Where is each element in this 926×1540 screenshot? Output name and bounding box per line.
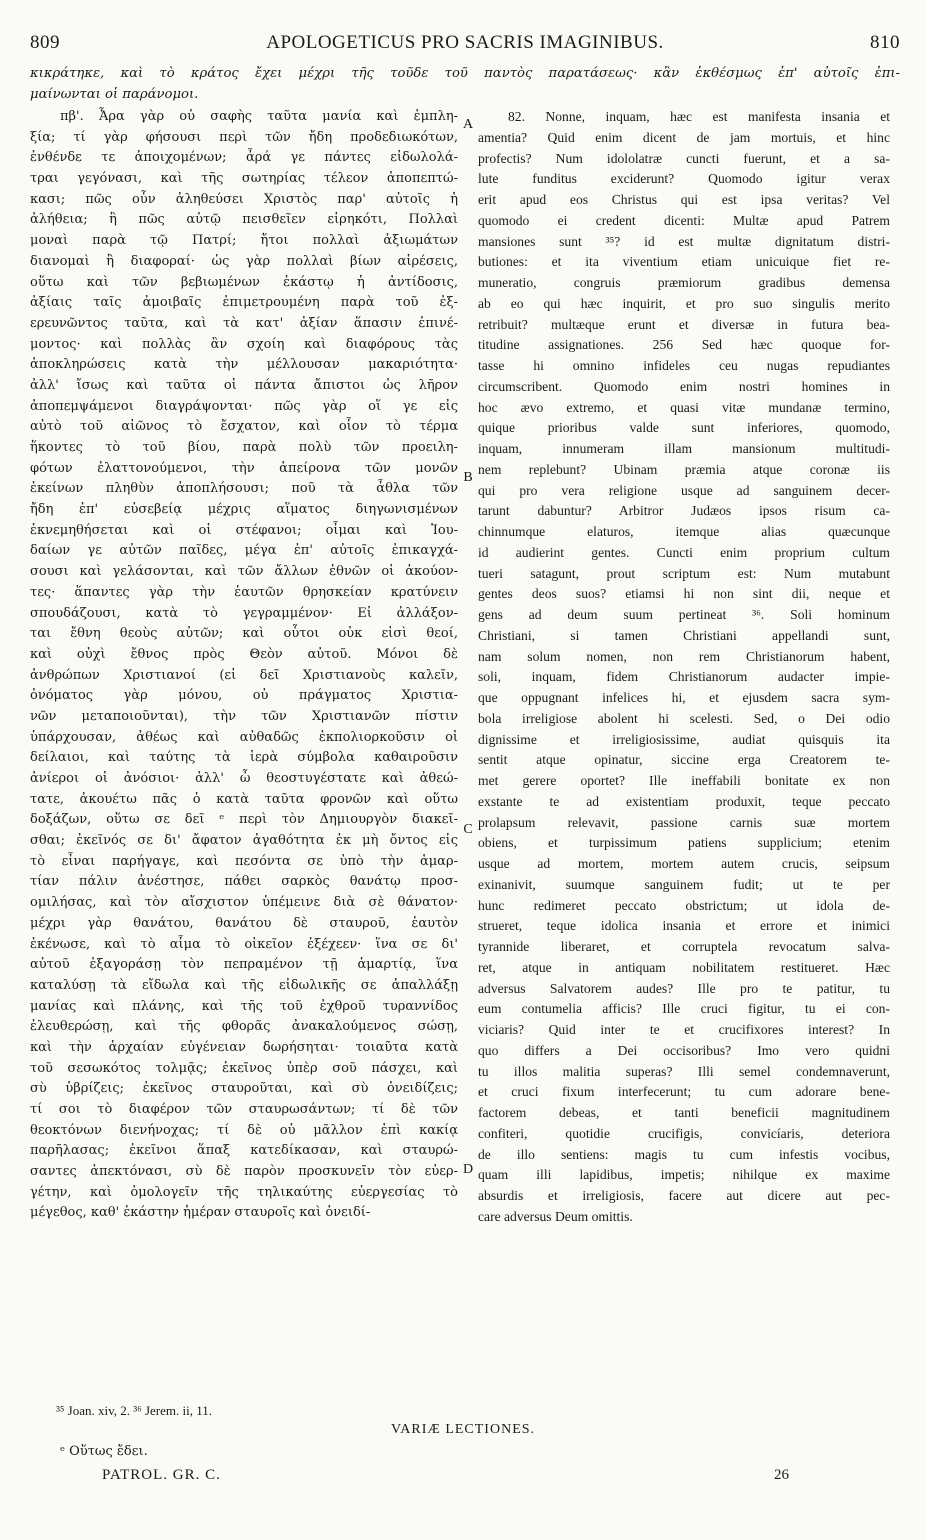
text-line: quique prioribus valde sunt inferiores, quomodo, <box>478 420 890 436</box>
text-line: καὶ οὐχὶ ἔθνος πρὸς Θεὸν αὐτοῦ. Μόνοι δὲ <box>30 646 458 662</box>
text-line: exstante te ad existentiam produxit, teque peccato <box>478 793 890 809</box>
text-line: erit apud eos Christus qui est ipsa veritas? Vel <box>478 192 890 207</box>
text-line: σουσι καὶ γελάσονται, καὶ τῶν ἄλλων ἐθνῶν οἱ ἀκούον- <box>30 564 458 580</box>
text-line: gentes deos suos? etiamsi hi non sint dii, neque et <box>478 586 890 602</box>
text-line: met gerere oportet? Ille ineffabili bonitate ex non <box>478 773 890 788</box>
text-line: usque ad mortem, mortem autem crucis, seipsum <box>478 856 890 871</box>
text-line: μοναὶ παρὰ τῷ Πατρί; ἤτοι πολλαὶ ἀξιωμάτων <box>30 233 458 249</box>
text-line: id audierint gentes. Cuncti enim proprium cultum <box>478 544 890 560</box>
margin-letter-a: A <box>462 117 474 132</box>
text-line: φότων ἐλαττονούμενοι, τὴν ἀπείρονα τῶν μονῶν <box>30 460 458 476</box>
text-line: ἀνίεροι οἱ ἀνόσιοι· ἀλλ' ὦ θεοστυγέστατε καὶ ἀθεώ- <box>30 771 458 786</box>
text-line: δαίων γε αὐτῶν παῖδες, μέγα ἐπ' αὐτοῖς ἐπικαγχά- <box>30 543 458 559</box>
text-line: nem replebunt? Ubinam præmia atque coronæ iis <box>478 461 890 477</box>
text-line: chinnumque elaturos, itemque alias quæcunque <box>478 524 890 539</box>
text-line: αὐτοῦ ἐξαγοράσῃ τὸν πεπραμένον τῇ ἁμαρτίᾳ, ἵνα <box>30 957 458 973</box>
text-line: ἥκοντες τὸ τοῦ βίου, παρὰ πολὺ τῶν προειλη- <box>30 440 458 455</box>
text-line: quo differs a Dei occisoribus? Imo vero quidni <box>478 1042 890 1058</box>
text-line: circumscribent. Quomodo enim nostri homines in <box>478 378 890 394</box>
text-line: retribuit? multæque erunt et diversæ in futura bea- <box>478 316 890 332</box>
text-line: ἀνθρώπων Χριστιανοί (εἰ δεῖ Χριστιανοὺς καλεῖν, <box>30 667 458 683</box>
text-line: πβ'. Ἆρα γὰρ οὐ σαφὴς ταῦτα μανία καὶ ἐμπλη- <box>60 109 458 124</box>
text-line: καταλύσῃ τὰ εἴδωλα καὶ τῆς εἰδωλικῆς σε ἀπαλλάξῃ <box>30 977 458 993</box>
text-line: ἐκείνων πληθὺν ἀποπλήσουσι; ποῦ τὰ ἆθλα τῶν <box>30 481 458 497</box>
text-line: dignissime et irreligiosissime, audiat quisquis ita <box>478 731 890 747</box>
footer-signature: 26 <box>774 1467 789 1483</box>
text-line: quam illi lapidibus, impetis; nihilque ex maxime <box>478 1167 890 1183</box>
text-line: ret, atque in antiquam nobilitatem restitueret. Hæc <box>478 959 890 975</box>
text-line: τί σοι τὸ διαφέρον τῶν σταυρωσάντων; τί δὲ τῶν <box>30 1102 458 1117</box>
text-line: inquam, innumeram illam mansionum multitudi- <box>478 441 890 456</box>
text-line: τίαν πάλιν ἀνέστησε, πάθει σαρκὸς θανάτῳ προσ- <box>30 874 458 890</box>
text-line: νῶν μεταποιοῦνται), τὴν τῶν Χριστιανῶν πίστιν <box>30 708 458 724</box>
text-line: ἀξίαις ταῖς ἀμοιβαῖς ἐπιμετρουμένη παρὰ τοῦ ἐξ- <box>30 295 458 311</box>
text-line: θεοκτόνων διενήνοχας; τί δὲ οὐ μᾶλλον ἐπὶ κακίᾳ <box>30 1122 458 1138</box>
page-number-right: 810 <box>870 32 900 53</box>
text-line: strueret, teque idolica insania et errore et inimici <box>478 918 890 934</box>
margin-letter-c: C <box>463 822 473 837</box>
text-line: παρῆλασας; ἐκεῖνοι ἅπαξ κατεδίκασαν, καὶ σταυρώ- <box>30 1143 458 1159</box>
text-line: qui pro vera religione usque ad sanguinem decer- <box>478 482 890 498</box>
running-title: APOLOGETICUS PRO SACRIS IMAGINIBUS. <box>266 32 664 53</box>
text-line: tu illos malitia superas? Illi semel condemnaverunt, <box>478 1063 890 1079</box>
text-line: ομιλήσας, καὶ τὸν αἴσχιστον ὑπέμεινε διὰ σὲ θάνατον· <box>30 895 458 911</box>
text-line: factorem debeas, et tanti beneficii magnitudinem <box>478 1105 890 1120</box>
text-line: gens ad deum suum pertineat ³⁶. Soli hominum <box>478 607 890 622</box>
text-line: et cruci fixum interfecerunt; tu cum adorare bene- <box>478 1084 890 1100</box>
text-line: prolapsum relevavit, passione carnis suæ mortem <box>478 814 890 830</box>
text-line: καὶ τὴν ἀρχαίαν εὐγένειαν δωρήσηται· τοιαῦτα κατὰ <box>30 1039 458 1055</box>
text-line: γέτην, καὶ ὁμολογεῖν τῆς τηλικαύτης εὐεργεσίας τὸ <box>30 1184 458 1200</box>
text-line: ἐκένωσε, καὶ τὸ αἷμα τὸ οἰκεῖον ἐξέχεεν· ἵνα σε δι' <box>30 936 458 952</box>
text-line: σπουδάζουσι, κατὰ τὸ γεγραμμένον· Εἰ ἀλλάξον- <box>30 605 458 621</box>
text-line: nam solum nomen, non rem Christianorum habent, <box>478 648 890 664</box>
text-line: viciaris? Quid inter te et crucifixores interest? In <box>478 1022 890 1037</box>
text-line: ερευνῶντος ταῦτα, καὶ τὰ κατ' ἀξίαν ἅπασιν ἐπινέ- <box>30 315 458 331</box>
running-header <box>30 32 900 58</box>
text-line: μοντος· καὶ πολλὰς ἂν σχοίη καὶ διαφόρους τὰς <box>30 336 458 352</box>
carryover-text <box>30 64 900 105</box>
text-line: tarunt dabuntur? Arbitror Judæos ipsos risum ca- <box>478 503 890 519</box>
text-line: adversus Salvatorem audes? Ille pro te patitur, tu <box>478 980 890 996</box>
text-line: ἤδη ἐπ' εὐσεβείᾳ μέχρις αἵματος διηγωνισμένων <box>30 502 458 518</box>
text-line: ἀλήθεια; ἢ πῶς αὐτῷ πεισθεῖεν εἰρηκότι, Πολλαὶ <box>30 212 458 228</box>
text-line: δοξάζων, οὕτω σε δεῖ ᵉ περὶ τὸν Δημιουργὸν διακεῖ- <box>30 812 458 828</box>
text-line: μέχρι γὰρ θανάτου, θανάτου δὲ σταυροῦ, ἑαυτὸν <box>30 915 458 931</box>
footnote-references: ³⁵ Joan. xiv, 2. ³⁶ Jerem. ii, 11. <box>56 1403 212 1418</box>
text-line: care adversus Deum omittis. <box>478 1208 633 1224</box>
text-line: mansiones sunt ³⁵? id est multæ dignitatum distri- <box>478 233 890 249</box>
variant-note: ᵉ Οὕτως ἔδει. <box>60 1444 148 1459</box>
text-line: τατε, ἀκουέτω πᾶς ὁ κατὰ ταῦτα φρονῶν καὶ οὕτω <box>30 791 458 807</box>
text-line: διανομαὶ ἢ διαφοραί· ὡς γὰρ πολλαὶ βίων αἱρέσεις, <box>30 253 458 269</box>
text-line: ἀποπεμψάμενοι διαγράψονται· πῶς γὰρ οἵ γε εἰς <box>30 398 458 414</box>
text-line: confiteri, quotidie crucifigis, convicíaris, deteriora <box>478 1125 890 1141</box>
carryover-line: μαίνωνται οἱ παράνομοι. <box>30 86 199 102</box>
variae-lectiones-heading: VARIÆ LECTIONES. <box>390 1422 536 1437</box>
text-line: οὕτω καὶ τῶν βεβιωμένων ἑκάστῳ ἡ ἀντίδοσις, <box>30 274 458 290</box>
greek-column <box>30 107 458 1224</box>
text-line: tasse hi omnino infideles ceu nugas repudiantes <box>478 358 890 373</box>
text-line: ται ἔθνη θεοὺς αὐτῶν; καὶ οὗτοι οὐκ εἰσὶ θεοί, <box>30 626 458 642</box>
text-line: hunc redimeret peccato obstrictum; ut idola de- <box>478 897 890 913</box>
text-line: exinanivit, suumque sanguinem fudit; ut te per <box>478 876 890 892</box>
text-line: ὑπάρχουσαν, ἀθέως καὶ αὐθαδῶς ἐκπολιορκοῦσιν οἱ <box>30 729 458 745</box>
text-line: tyrannide liberaret, et corruptela revocatum salva- <box>478 939 890 954</box>
text-line: μέγεθος, καθ' ἑκάστην ἡμέραν σταυροῖς καὶ ὀνειδί- <box>30 1205 371 1221</box>
text-line: muneratio, congruis præmiorum gradibus demensa <box>478 275 890 290</box>
text-line: αὐτὸ τοῦ αἰῶνος τὸ ἔσχατον, καὶ οἷον τὸ τέρμα <box>30 419 458 435</box>
text-line: absurdis et irreligiosis, facere aut dicere aut pec- <box>478 1188 890 1203</box>
text-line: que oppugnant infelices hi, et ejusdem sacra sym- <box>478 690 890 705</box>
text-line: 82. Nonne, inquam, hæc est manifesta insania et <box>508 109 890 124</box>
text-line: Christiani, si tamen Christiani appellandi sunt, <box>478 627 890 643</box>
text-line: titudine assignationes. 256 Sed hæc quoque for- <box>478 337 890 353</box>
text-line: profectis? Num idololatræ cuncti fuerunt, et a sa- <box>478 150 890 166</box>
text-line: obiens, et turpissimum patiens supplicium; etenim <box>478 835 890 851</box>
text-line: ἐνθένδε τε ἀποιχομένων; ἆρά γε πάντες εἰδωλολά- <box>30 150 458 166</box>
text-line: ἀποκληρώσεις κατὰ τὴν μέλλουσαν μακαριότητα· <box>30 357 458 373</box>
text-line: τοῦ σεσωκότος τολμᾷς; ἐκεῖνος ὑπὲρ σοῦ πάσχει, καὶ <box>30 1060 458 1076</box>
text-line: σὺ ὑβρίζεις; ἐκεῖνος σταυροῦται, καὶ σὺ ὀνειδίζεις; <box>30 1081 458 1097</box>
margin-letter-d: D <box>462 1162 474 1177</box>
text-line: tueri satagunt, prout scriptum est: Num mutabunt <box>478 565 890 581</box>
text-line: μανίας καὶ πλάνης, καὶ τῆς τοῦ ἐχθροῦ τυραννίδος <box>30 998 458 1014</box>
text-line: ὀνόματος γὰρ μόνου, οὐ πράγματος Χριστια- <box>30 688 458 704</box>
text-line: quomodo ei credent dicenti: Multæ apud Patrem <box>478 212 890 228</box>
text-line: hoc ævo extremo, et quasi vitæ mundanæ termino, <box>478 399 890 415</box>
text-line: κασι; πῶς οὖν ἀληθεύσει Χριστὸς παρ' αὐτοῖς ἡ <box>30 191 458 207</box>
text-line: butiones: et ita viventium etiam unicuique fiet re- <box>478 254 890 270</box>
text-line: τὸ εἶναι παρήγαγε, καὶ πεσόντα σε ὑπὸ τὴν ἁμαρ- <box>30 853 458 869</box>
text-line: ἐκνεμηθήσεται καὶ οἱ στέφανοι; οἶμαι καὶ Ἰου- <box>30 522 458 538</box>
text-line: soli, inquam, fidem Christianorum audacter impie- <box>478 669 890 685</box>
carryover-line: κικράτηκε, καὶ τὸ κράτος ἔχει μέχρι τῆς τοῦδε τοῦ παντὸς παρατάσεως· κἂν ἐκθέσμως ἐπ' αὐτοῖς ἐπι- <box>30 66 900 81</box>
text-line: de illo sentiens: magis tu cum infestis vocibus, <box>478 1146 890 1162</box>
text-line: σθαι; ἐκεῖνός σε δι' ἄφατον ἀγαθότητα ἐκ μὴ ὄντος εἰς <box>30 833 458 849</box>
text-line: ab eo qui hæc inquirit, et pro suo singulis merito <box>478 295 890 311</box>
text-line: σαντες ἀπεκτόνασι, σὺ δὲ παρὸν προσκυνεῖν τὸν εὐερ- <box>30 1164 458 1180</box>
text-line: τραι γεγόνασι, καὶ τῆς σωτηρίας τέλεον ἀποπεπτώ- <box>30 171 458 187</box>
text-line: ξία; τί γὰρ φήσουσι περὶ τῶν ἤδη προδεδιωκότων, <box>30 129 458 145</box>
text-line: amentia? Quid enim dicent de jam mortuis, et hinc <box>478 129 890 145</box>
text-line: lute funditus exciderunt? Quomodo igitur verax <box>478 171 890 187</box>
page-number-left: 809 <box>30 32 60 53</box>
text-line: ἐλευθερώσῃ, καὶ τῆς φθορᾶς ἀνακαλούμενος σώσῃ, <box>30 1019 458 1035</box>
text-line: ἀλλ' ἴσως καὶ ταῦτα οἱ πάντα ἄπιστοι ὡς λῆρον <box>30 377 458 393</box>
text-line: eum contumelia afficis? Ille cruci figitur, tu ei con- <box>478 1001 890 1017</box>
text-line: δείλαιοι, καὶ ταύτης τὰ ἱερὰ σύμβολα καθαιροῦσιν <box>30 750 458 766</box>
margin-letter-b: B <box>463 470 473 485</box>
text-line: τες· ἅπαντες γὰρ τὴν ἑαυτῶν θρησκείαν κρατύνειν <box>30 584 458 600</box>
text-line: sentit atque opinatur, siccine erga Creatorem te- <box>478 752 890 768</box>
text-line: bola irreligiose abolent hi scelesti. Sed, o Dei odio <box>478 710 890 726</box>
latin-column <box>478 107 890 1228</box>
footer-series: PATROL. GR. C. <box>102 1467 221 1483</box>
